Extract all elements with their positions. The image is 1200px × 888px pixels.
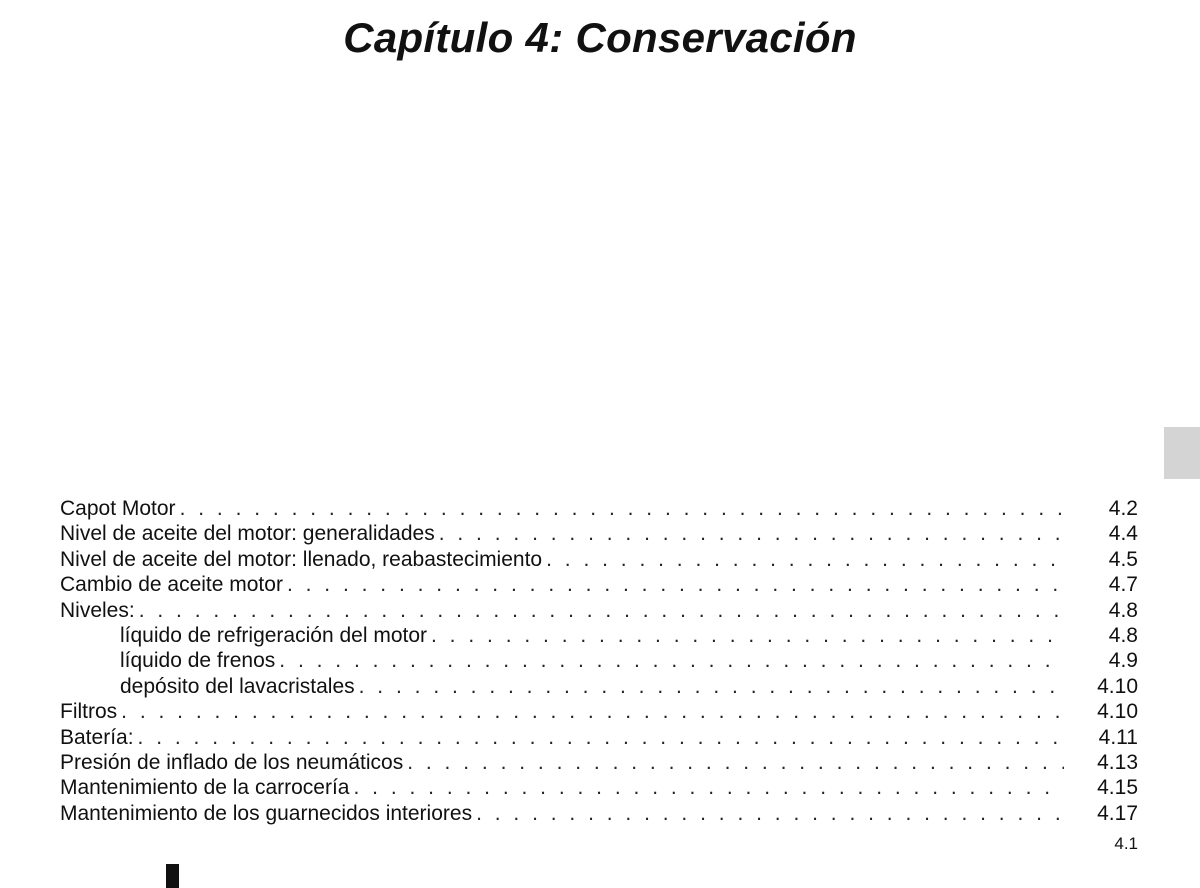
toc-entry[interactable] bbox=[60, 598, 1138, 623]
toc-entry-label: Nivel de aceite del motor: llenado, reabastecimiento bbox=[60, 547, 543, 571]
toc-leader-dots bbox=[439, 521, 1064, 546]
toc-leader-dots bbox=[139, 598, 1064, 623]
table-of-contents bbox=[60, 496, 1138, 826]
toc-entry[interactable] bbox=[60, 547, 1138, 572]
toc-entry-label: depósito del lavacristales bbox=[120, 674, 355, 698]
toc-entry-page: 4.11 bbox=[1098, 725, 1138, 749]
toc-leader-dots bbox=[476, 801, 1064, 826]
chapter-thumb-tab bbox=[1164, 427, 1200, 479]
toc-entry-label: Nivel de aceite del motor: generalidades bbox=[60, 522, 435, 546]
toc-entry-label: líquido de refrigeración del motor bbox=[120, 623, 428, 647]
toc-entry-page: 4.13 bbox=[1097, 750, 1138, 774]
toc-entry-page: 4.10 bbox=[1097, 700, 1138, 724]
toc-entry-label: líquido de frenos bbox=[120, 649, 276, 673]
toc-entry[interactable] bbox=[60, 801, 1138, 826]
toc-leader-dots bbox=[353, 775, 1064, 800]
toc-entry[interactable] bbox=[60, 496, 1138, 521]
toc-entry[interactable] bbox=[60, 521, 1138, 546]
toc-leader-dots bbox=[431, 623, 1064, 648]
toc-entry-label: Niveles: bbox=[60, 598, 135, 622]
print-margin-mark bbox=[166, 864, 179, 888]
toc-entry-label: Mantenimiento de los guarnecidos interiores bbox=[60, 801, 473, 825]
toc-entry-label: Mantenimiento de la carrocería bbox=[60, 776, 350, 800]
toc-entry-label: Capot Motor bbox=[60, 497, 176, 520]
toc-entry-page: 4.8 bbox=[1108, 598, 1138, 622]
toc-entry-page: 4.5 bbox=[1108, 547, 1138, 571]
toc-entry[interactable] bbox=[60, 725, 1138, 750]
toc-entry-page: 4.8 bbox=[1108, 623, 1138, 647]
toc-entry-label: Cambio de aceite motor bbox=[60, 573, 283, 597]
toc-entry-page: 4.10 bbox=[1097, 674, 1138, 698]
toc-leader-dots bbox=[287, 572, 1064, 597]
toc-entry-page: 4.9 bbox=[1108, 649, 1138, 673]
toc-subentry[interactable] bbox=[60, 623, 1138, 648]
toc-leader-dots bbox=[180, 496, 1064, 521]
toc-leader-dots bbox=[407, 750, 1064, 775]
toc-entry-label: Filtros bbox=[60, 700, 118, 724]
toc-subentry[interactable] bbox=[60, 648, 1138, 673]
toc-entry[interactable] bbox=[60, 572, 1138, 597]
toc-entry-page: 4.4 bbox=[1108, 522, 1138, 546]
toc-leader-dots bbox=[121, 699, 1064, 724]
toc-subentry[interactable] bbox=[60, 674, 1138, 699]
chapter-title: Capítulo 4: Conservación bbox=[343, 14, 857, 61]
toc-leader-dots bbox=[279, 648, 1064, 673]
toc-entry-label: Batería: bbox=[60, 725, 134, 749]
toc-entry[interactable] bbox=[60, 699, 1138, 724]
toc-entry-page: 4.17 bbox=[1097, 801, 1138, 825]
toc-entry-label: Presión de inflado de los neumáticos bbox=[60, 750, 404, 774]
toc-leader-dots bbox=[359, 674, 1064, 699]
toc-leader-dots bbox=[546, 547, 1064, 572]
toc-leader-dots bbox=[138, 725, 1064, 750]
toc-entry[interactable] bbox=[60, 750, 1138, 775]
toc-entry-page: 4.15 bbox=[1097, 776, 1138, 800]
page-number: 4.1 bbox=[1114, 834, 1138, 853]
toc-entry[interactable] bbox=[60, 775, 1138, 800]
toc-entry-page: 4.7 bbox=[1108, 573, 1138, 597]
toc-entry-page: 4.2 bbox=[1108, 497, 1138, 520]
